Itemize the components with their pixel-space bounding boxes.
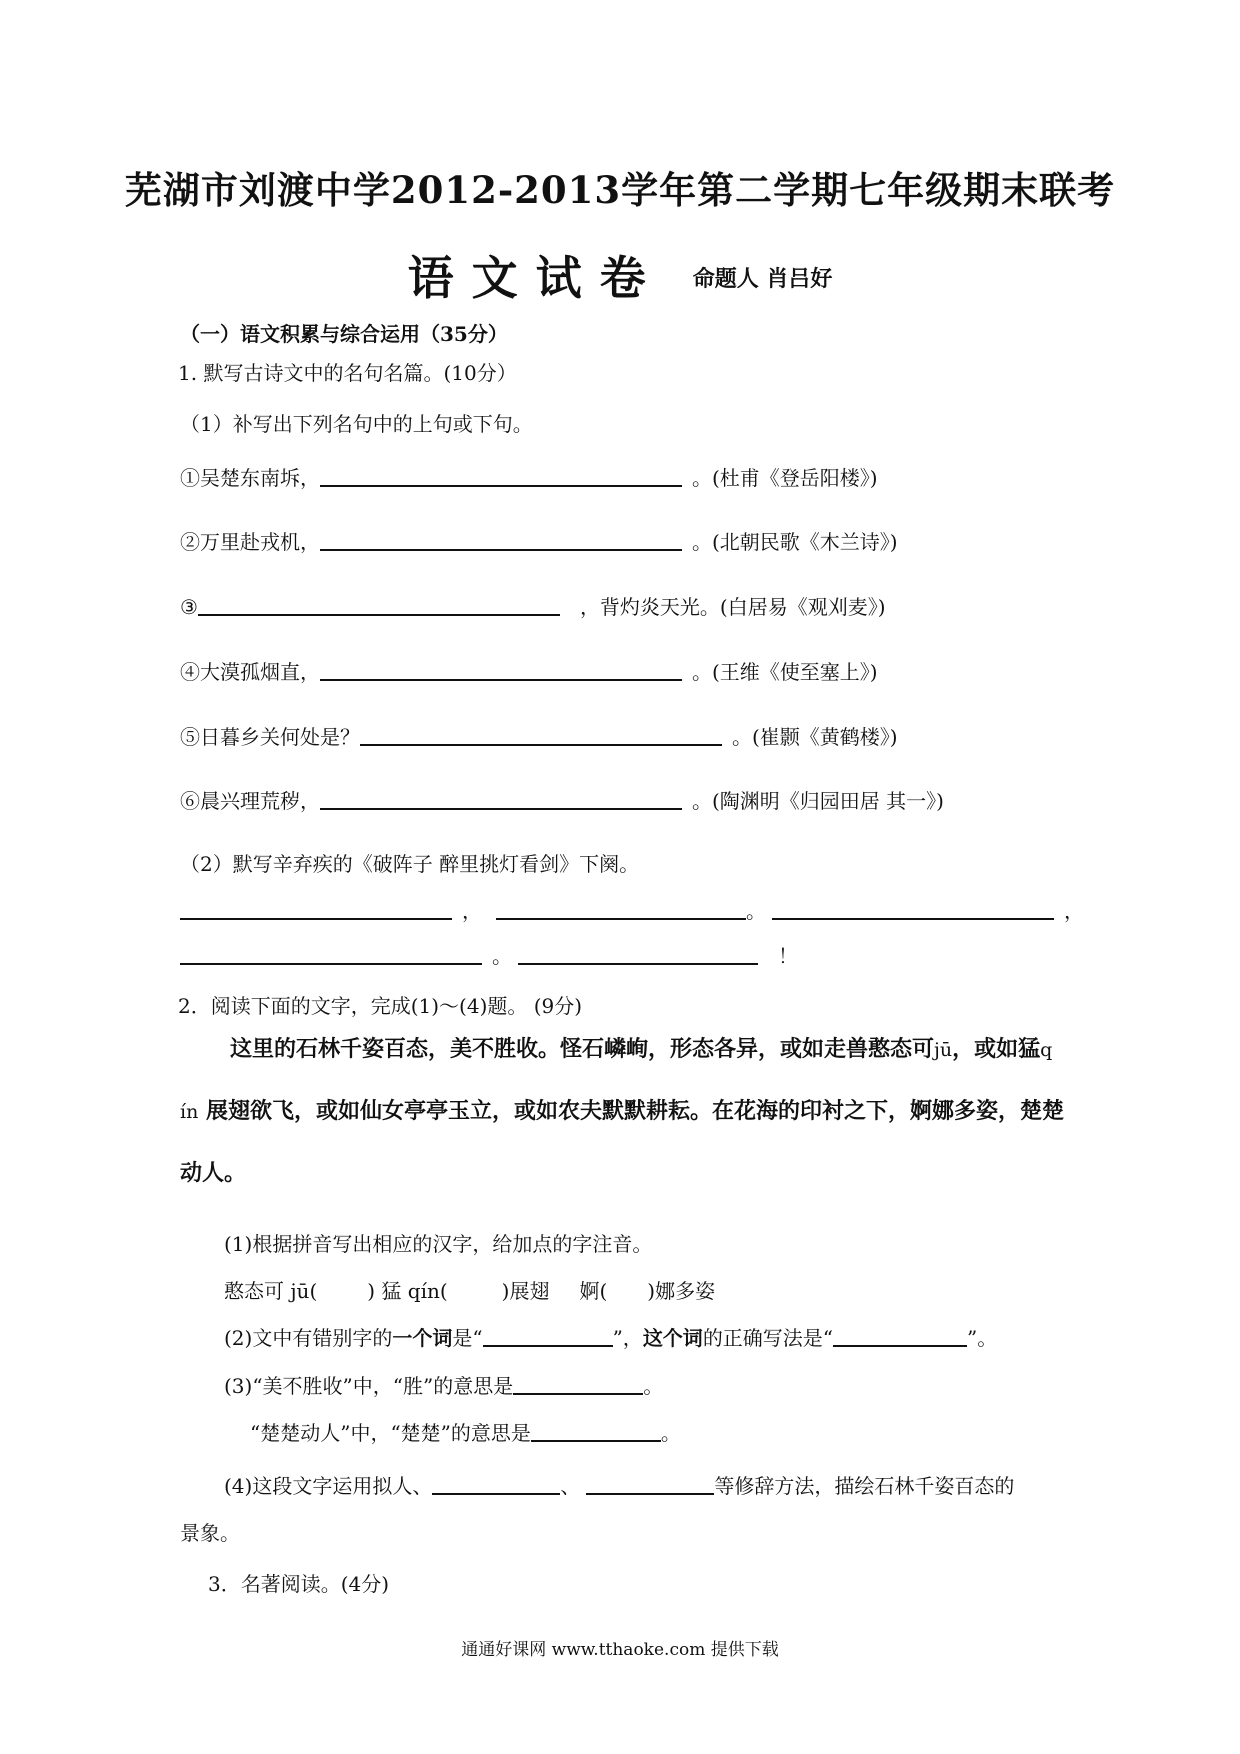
ci-comma-2: ， (1064, 899, 1084, 923)
sub2-text-a: (2)文中有错别字的 (224, 1326, 393, 1350)
sub2-text-b: 是“ (452, 1326, 483, 1350)
sheng-meaning-blank[interactable] (513, 1373, 643, 1395)
passage-part-b: ，或如猛 (952, 1037, 1041, 1062)
poem-item-4-prefix: ④大漠孤烟直， (180, 660, 320, 684)
poem-item-1-prefix: ①吴楚东南坼， (180, 466, 320, 490)
chuchu-meaning-blank[interactable] (531, 1420, 661, 1442)
ci-blank-2[interactable] (496, 898, 746, 920)
q2-sub2 (224, 1322, 997, 1351)
q2-sub1-fill (224, 1275, 715, 1304)
sub2-bold-b: 这个词 (642, 1326, 703, 1350)
ci-period-2: 。 (492, 944, 512, 968)
ci-exclamation: ！ (778, 944, 798, 968)
correct-word-blank[interactable] (833, 1325, 967, 1347)
q2-sub4-end: 景象。 (180, 1521, 240, 1545)
rhetoric-blank-2[interactable] (586, 1473, 714, 1495)
poem-item-3-prefix: ③ (180, 595, 198, 619)
poem-item-1-source: 。(杜甫《登岳阳楼》) (692, 466, 878, 490)
ci-blank-5[interactable] (518, 943, 758, 965)
fill-e-suffix: )娜多姿 (647, 1279, 716, 1303)
poem-item-6 (180, 785, 944, 814)
typo-word-blank[interactable] (483, 1325, 613, 1347)
sub2-text-c: ”， (612, 1326, 643, 1350)
pinyin-ju: jū (934, 1039, 953, 1061)
sub2-bold-a: 一个词 (392, 1326, 453, 1350)
poem-item-3-source: ，背灼炎天光。(白居易《观刈麦》) (579, 595, 886, 619)
q2-sub3-b (250, 1417, 681, 1446)
sub4-separator: 、 (560, 1474, 581, 1498)
sub2-text-e: ”。 (967, 1326, 998, 1350)
poem-item-6-prefix: ⑥晨兴理荒秽， (180, 789, 320, 813)
ci-blank-1[interactable] (180, 898, 452, 920)
sub3-text-b: “楚楚动人”中，“楚楚”的意思是 (250, 1421, 531, 1445)
author-line: 命题人 肖吕好 (692, 267, 833, 292)
answer-blank-1[interactable] (320, 465, 682, 487)
rhetoric-blank-1[interactable] (432, 1473, 560, 1495)
section-heading: （一）语文积累与综合运用（35分） (180, 322, 508, 346)
exam-subtitle (0, 242, 1240, 308)
poem-item-2-prefix: ②万里赴戎机， (180, 530, 320, 554)
answer-blank-6[interactable] (320, 788, 682, 810)
q1-part1-label: （1）补写出下列名句中的上句或下句。 (180, 412, 533, 436)
poem-item-6-source: 。(陶渊明《归园田居 其一》) (692, 789, 944, 813)
ci-row-1 (180, 895, 1084, 924)
poem-item-4-source: 。(王维《使至塞上》) (692, 660, 878, 684)
sub2-text-d: 的正确写法是“ (702, 1326, 834, 1350)
poem-item-5-source: 。(崔颢《黄鹤楼》) (732, 725, 898, 749)
q2-sub4 (224, 1470, 1014, 1499)
q2-label: 2．阅读下面的文字，完成(1)～(4)题。 (9分) (178, 994, 583, 1018)
answer-blank-3[interactable] (198, 594, 560, 616)
poem-item-4 (180, 656, 878, 685)
reading-passage (180, 1019, 1075, 1205)
poem-item-2 (180, 526, 898, 555)
fill-qin-label: ) 猛 qín( (367, 1279, 448, 1303)
answer-blank-5[interactable] (360, 724, 722, 746)
fill-e-label: 婀( (579, 1279, 608, 1303)
answer-blank-4[interactable] (320, 659, 682, 681)
ci-blank-4[interactable] (180, 943, 482, 965)
ci-comma-1: ， (462, 899, 482, 923)
poem-item-1 (180, 462, 878, 491)
q1-label: 1. 默写古诗文中的名句名篇。(10分） (178, 361, 517, 385)
answer-blank-2[interactable] (320, 529, 682, 551)
q1-part2-label: （2）默写辛弃疾的《破阵子 醉里挑灯看剑》下阕。 (180, 852, 640, 876)
fill-ju-label: 憨态可 jū( (224, 1279, 318, 1303)
footer-credit: 通通好课网 www.tthaoke.com 提供下载 (461, 1640, 779, 1660)
ci-row-2 (180, 940, 798, 969)
sub3-period-a: 。 (643, 1374, 664, 1398)
subject-heading: 语文试卷 (407, 251, 664, 305)
poem-item-2-source: 。(北朝民歌《木兰诗》) (692, 530, 898, 554)
sub3-text-a: (3)“美不胜收”中，“胜”的意思是 (224, 1374, 514, 1398)
passage-part-c: 展翅欲飞，或如仙女亭亭玉立，或如农夫默默耕耘。在花海的印衬之下，婀娜多姿，楚楚动人。 (180, 1099, 1065, 1186)
sub4-text-c: 等修辞方法，描绘石林千姿百态的 (714, 1474, 1015, 1498)
ci-period-1: 。 (746, 899, 766, 923)
passage-part-a: 这里的石林千姿百态，美不胜收。怪石嶙峋，形态各异，或如走兽憨态可 (230, 1037, 935, 1062)
poem-item-3 (180, 591, 886, 620)
pinyin-qin: q ín (180, 1039, 1053, 1123)
q2-sub3-a (224, 1370, 663, 1399)
exam-title: 芜湖市刘渡中学2012-2013学年第二学期七年级期末联考 (124, 168, 1116, 212)
q3-label: 3．名著阅读。(4分) (208, 1572, 390, 1596)
sub4-text-a: (4)这段文字运用拟人、 (224, 1474, 433, 1498)
poem-item-5-prefix: ⑤日暮乡关何处是？ (180, 725, 360, 749)
ci-blank-3[interactable] (772, 898, 1054, 920)
q2-sub1: (1)根据拼音写出相应的汉字，给加点的字注音。 (224, 1232, 653, 1256)
sub3-period-b: 。 (660, 1421, 681, 1445)
fill-zhanchi-label: )展翅 (501, 1279, 550, 1303)
poem-item-5 (180, 721, 898, 750)
